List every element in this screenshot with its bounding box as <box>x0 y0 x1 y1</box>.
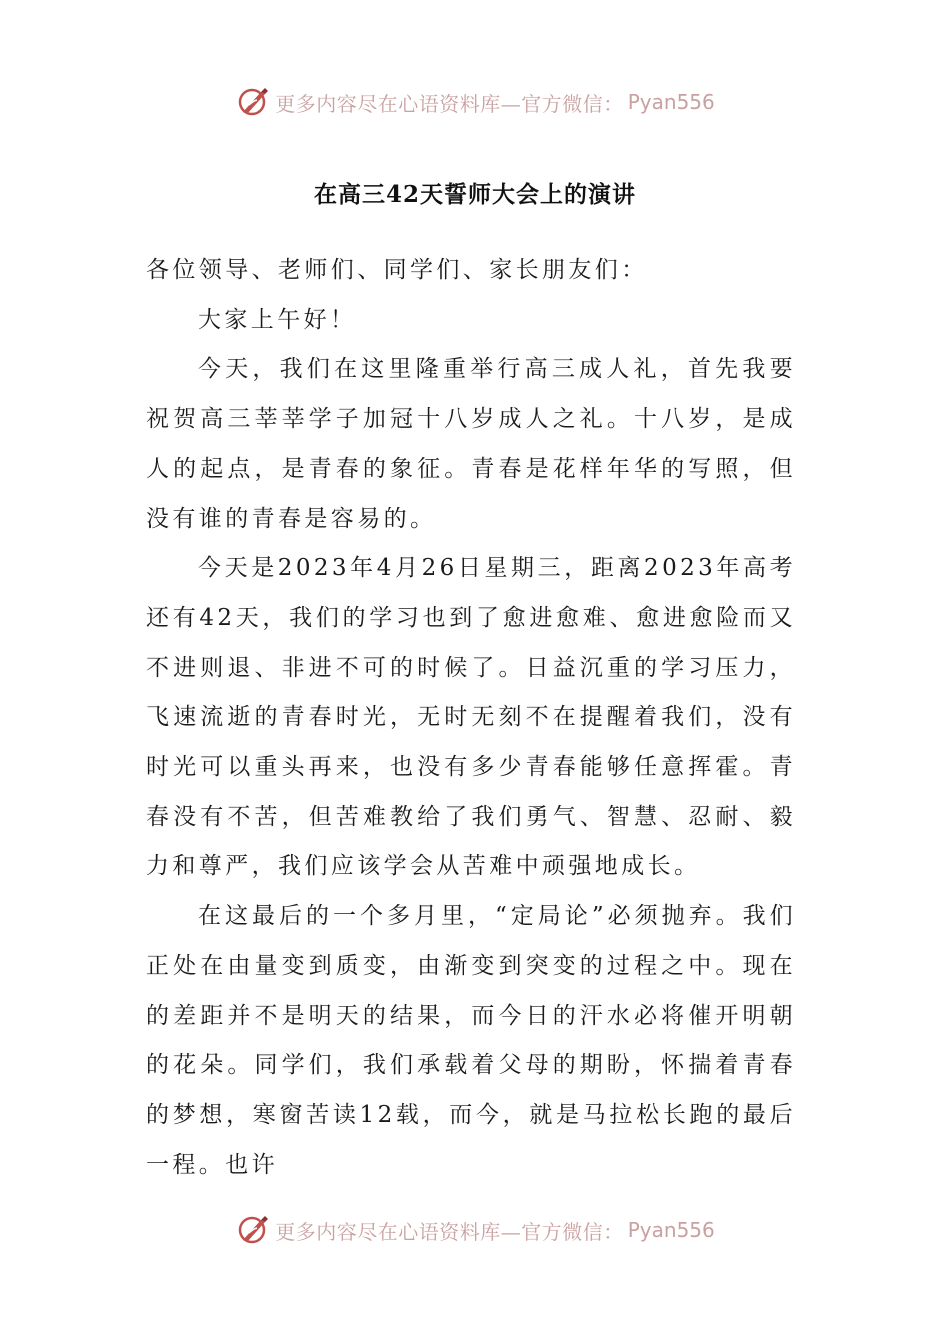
footer-banner-inner <box>235 1212 715 1248</box>
pen-logo-icon <box>235 84 271 120</box>
document-title: 在高三42天誓师大会上的演讲 <box>313 181 636 208</box>
header-banner <box>0 80 950 124</box>
header-banner-text: 更多内容尽在心语资料库—官方微信： <box>275 91 624 116</box>
header-banner-inner <box>235 84 715 120</box>
footer-banner <box>0 1208 950 1252</box>
footer-banner-text: 更多内容尽在心语资料库—官方微信： <box>275 1219 624 1244</box>
greeting: 各位领导、老师们、同学们、家长朋友们： <box>146 257 648 283</box>
paragraph-4: 在这最后的一个多月里，“定局论”必须抛弃。我们正处在由量变到质变，由渐变到突变的过程之中。现在的差距并不是明天的结果，而今日的汗水必将催开明朝的花朵。同学们，我们承载着父母的期盼，怀揣着青春的梦想，寒窗苦读12载，而今，就是马拉松长跑的最后一程。也许 <box>146 903 796 1178</box>
paragraph-2: 今天，我们在这里隆重举行高三成人礼，首先我要祝贺高三莘莘学子加冠十八岁成人之礼。十八岁，是成人的起点，是青春的象征。青春是花样年华的写照，但没有谁的青春是容易的。 <box>146 356 796 532</box>
footer-banner-contact: Pyan556 <box>627 1218 715 1242</box>
document-body <box>146 246 796 1190</box>
paragraph-1: 大家上午好！ <box>198 306 357 333</box>
pen-logo-icon <box>235 1212 271 1248</box>
paragraph-3: 今天是2023年4月26日星期三，距离2023年高考还有42天，我们的学习也到了愈进愈难、愈进愈险而又不进则退、非进不可的时候了。日益沉重的学习压力，飞速流逝的青春时光，无时无刻不在提醒着我们，没有时光可以重头再来，也没有多少青春能够任意挥霍。青春没有不苦，但苦难教给了我们勇气、智慧、忍耐、毅力和尊严，我们应该学会从苦难中顽强地成长。 <box>146 555 796 880</box>
header-banner-contact: Pyan556 <box>627 90 715 114</box>
